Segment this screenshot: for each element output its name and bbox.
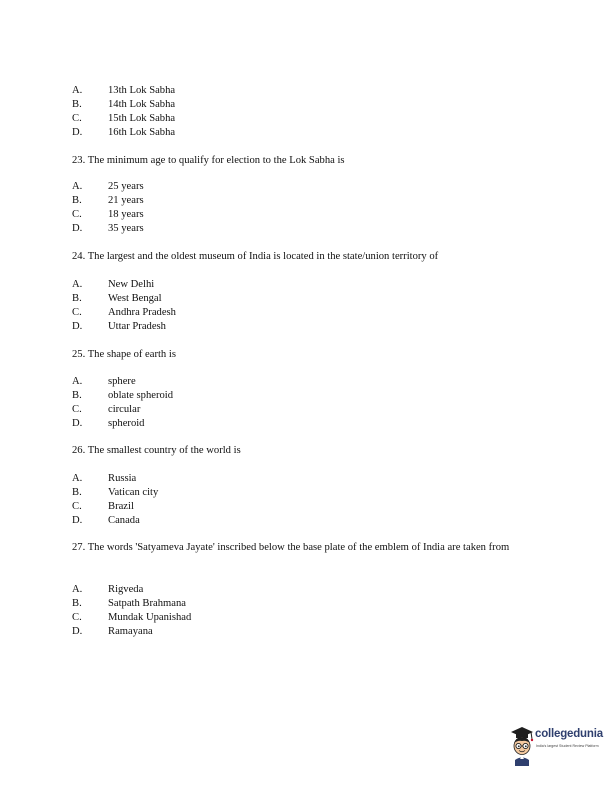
question-23: [72, 154, 542, 168]
option-b: [72, 98, 542, 112]
option-letter: B.: [72, 389, 82, 401]
option-letter: B.: [72, 98, 82, 110]
option-letter: A.: [72, 473, 83, 484]
option-letter: A.: [72, 181, 83, 192]
option-letter: C.: [72, 306, 82, 318]
option-letter: C.: [72, 208, 82, 220]
question-24: [72, 250, 542, 264]
question-text: 23. The minimum age to qualify for election to the Lok Sabha is: [72, 155, 345, 166]
option-text: New Delhi: [108, 279, 155, 290]
option-text: spheroid: [108, 417, 145, 429]
option-text: circular: [108, 403, 141, 415]
option-letter: A.: [72, 584, 83, 595]
option-a: [72, 84, 542, 98]
option-text: Brazil: [108, 500, 134, 512]
option-text: 14th Lok Sabha: [108, 98, 176, 110]
option-text: 13th Lok Sabha: [108, 85, 176, 96]
option-letter: C.: [72, 403, 82, 415]
option-text: 16th Lok Sabha: [108, 126, 176, 138]
question-26: [72, 444, 542, 458]
graduate-mascot-icon: [509, 724, 535, 768]
question-27: [72, 541, 542, 555]
option-text: Vatican city: [108, 486, 159, 498]
option-d: [72, 417, 542, 431]
brand-name: collegedunia: [535, 728, 603, 740]
option-text: 18 years: [108, 208, 144, 220]
option-a: [72, 472, 542, 486]
question-25: [72, 348, 542, 362]
option-letter: C.: [72, 112, 82, 124]
option-a: [72, 180, 542, 194]
option-letter: B.: [72, 597, 82, 609]
option-c: [72, 403, 542, 417]
question-text: 25. The shape of earth is: [72, 349, 176, 360]
option-letter: A.: [72, 85, 83, 96]
option-text: Andhra Pradesh: [108, 306, 176, 318]
option-letter: D.: [72, 320, 83, 332]
option-d: [72, 222, 542, 236]
option-letter: C.: [72, 611, 82, 623]
option-letter: D.: [72, 417, 83, 429]
option-text: Mundak Upanishad: [108, 611, 192, 623]
option-text: Ramayana: [108, 625, 153, 637]
option-a: [72, 583, 542, 597]
question-25-options: [72, 375, 542, 431]
option-text: 15th Lok Sabha: [108, 112, 176, 124]
option-letter: D.: [72, 514, 83, 526]
option-letter: D.: [72, 222, 83, 234]
option-b: [72, 486, 542, 500]
option-letter: A.: [72, 279, 83, 290]
option-letter: B.: [72, 486, 82, 498]
question-text: 26. The smallest country of the world is: [72, 445, 241, 456]
option-letter: B.: [72, 194, 82, 206]
option-text: sphere: [108, 376, 136, 387]
option-b: [72, 389, 542, 403]
option-b: [72, 597, 542, 611]
question-text: 27. The words 'Satyameva Jayate' inscribed below the base plate of the emblem of India are taken from: [72, 542, 510, 553]
option-text: Canada: [108, 514, 140, 526]
option-d: [72, 126, 542, 140]
option-text: 21 years: [108, 194, 144, 206]
option-c: [72, 500, 542, 514]
question-23-options: [72, 180, 542, 236]
option-text: 35 years: [108, 222, 144, 234]
option-letter: C.: [72, 500, 82, 512]
option-letter: B.: [72, 292, 82, 304]
brand-tagline: India's largest Student Review Platform: [536, 744, 599, 748]
option-text: 25 years: [108, 181, 144, 192]
question-24-options: [72, 278, 542, 334]
question-22-options: [72, 84, 542, 140]
option-a: [72, 278, 542, 292]
option-d: [72, 625, 542, 639]
option-d: [72, 514, 542, 528]
question-27-options: [72, 583, 542, 639]
option-b: [72, 194, 542, 208]
question-text: 24. The largest and the oldest museum of India is located in the state/union territory of: [72, 251, 439, 262]
option-letter: D.: [72, 625, 83, 637]
option-text: Uttar Pradesh: [108, 320, 166, 332]
option-a: [72, 375, 542, 389]
option-c: [72, 306, 542, 320]
option-text: oblate spheroid: [108, 389, 174, 401]
option-b: [72, 292, 542, 306]
collegedunia-logo: [509, 724, 609, 776]
option-d: [72, 320, 542, 334]
option-letter: D.: [72, 126, 83, 138]
option-c: [72, 208, 542, 222]
option-text: Satpath Brahmana: [108, 597, 186, 609]
option-c: [72, 112, 542, 126]
option-text: Russia: [108, 473, 137, 484]
option-text: Rigveda: [108, 584, 144, 595]
option-text: West Bengal: [108, 292, 162, 304]
option-c: [72, 611, 542, 625]
question-26-options: [72, 472, 542, 528]
option-letter: A.: [72, 376, 83, 387]
